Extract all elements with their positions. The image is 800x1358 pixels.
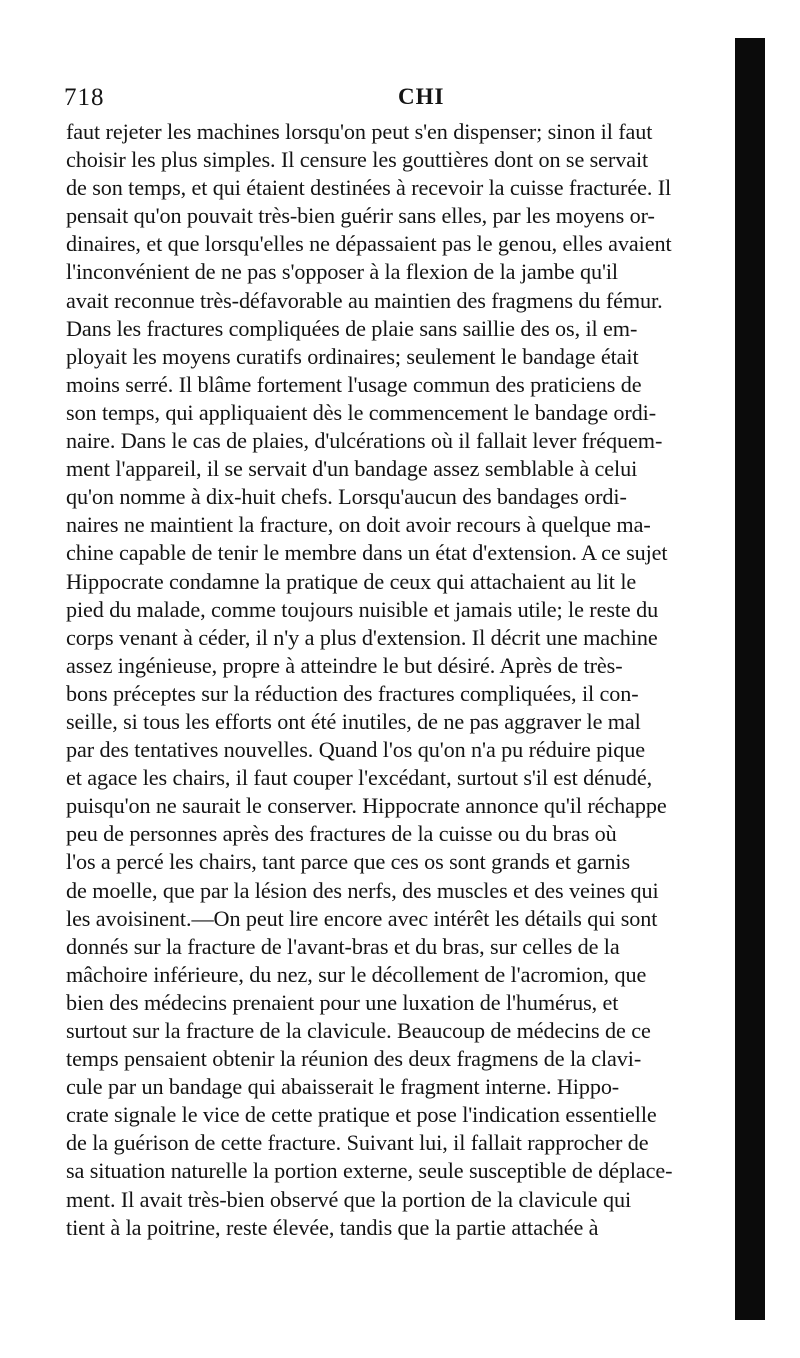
text-line: son temps, qui appliquaient dès le commencement le bandage ordi-	[66, 399, 657, 425]
text-line: l'inconvénient de ne pas s'opposer à la flexion de la jambe qu'il	[66, 259, 619, 285]
text-line: pensait qu'on pouvait très-bien guérir sans elles, par les moyens or-	[66, 203, 655, 229]
text-line: choisir les plus simples. Il censure les gouttières dont on se servait	[66, 147, 649, 173]
text-line: de la guérison de cette fracture. Suivant lui, il fallait rapprocher de	[66, 1130, 649, 1156]
text-line: moins serré. Il blâme fortement l'usage commun des praticiens de	[66, 371, 642, 397]
text-line: chine capable de tenir le membre dans un état d'extension. A ce sujet	[66, 540, 668, 566]
running-head: CHI	[398, 84, 445, 109]
text-line: crate signale le vice de cette pratique et pose l'indication essentielle	[66, 1102, 657, 1128]
text-line: donnés sur la fracture de l'avant-bras et du bras, sur celles de la	[66, 933, 620, 959]
text-line: seille, si tous les efforts ont été inutiles, de ne pas aggraver le mal	[66, 708, 641, 734]
text-line: faut rejeter les machines lorsqu'on peut s'en dispenser; sinon il faut	[66, 119, 653, 144]
text-line: de son temps, et qui étaient destinées à recevoir la cuisse fracturée. Il	[66, 175, 672, 201]
text-line: bien des médecins prenaient pour une luxation de l'humérus, et	[66, 989, 619, 1015]
text-line: surtout sur la fracture de la clavicule. Beaucoup de médecins de ce	[66, 1018, 651, 1043]
text-line: assez ingénieuse, propre à atteindre le but désiré. Après de très-	[66, 652, 623, 678]
text-line: ployait les moyens curatifs ordinaires; seulement le bandage était	[66, 343, 639, 369]
text-line: ment l'appareil, il se servait d'un bandage assez semblable à celui	[66, 456, 638, 482]
text-line: les avoisinent.—On peut lire encore avec intérêt les détails qui sont	[66, 905, 658, 931]
text-line: et agace les chairs, il faut couper l'excédant, surtout s'il est dénudé,	[66, 765, 653, 791]
page-header	[62, 84, 762, 116]
body-text	[66, 118, 756, 1242]
text-line: cule par un bandage qui abaisserait le fragment interne. Hippo-	[66, 1074, 620, 1100]
text-line: dinaires, et que lorsqu'elles ne dépassaient pas le genou, elles avaient	[66, 231, 672, 257]
text-line: pied du malade, comme toujours nuisible et jamais utile; le reste du	[66, 596, 659, 622]
text-line: qu'on nomme à dix-huit chefs. Lorsqu'aucun des bandages ordi-	[66, 484, 627, 510]
text-line: par des tentatives nouvelles. Quand l'os qu'on n'a pu réduire pique	[66, 737, 645, 763]
text-line: temps pensaient obtenir la réunion des deux fragmens de la clavi-	[66, 1046, 642, 1072]
text-line: Hippocrate condamne la pratique de ceux qui attachaient au lit le	[66, 568, 637, 594]
page-number: 718	[64, 84, 105, 111]
text-line: peu de personnes après des fractures de la cuisse ou du bras où	[66, 821, 617, 847]
text-line: ment. Il avait très-bien observé que la portion de la clavicule qui	[66, 1186, 632, 1212]
text-line: mâchoire inférieure, du nez, sur le décollement de l'acromion, que	[66, 961, 647, 987]
text-line: puisqu'on ne saurait le conserver. Hippocrate annonce qu'il réchappe	[66, 793, 667, 819]
text-line: tient à la poitrine, reste élevée, tandis que la partie attachée à	[66, 1214, 599, 1240]
text-line: naires ne maintient la fracture, on doit avoir recours à quelque ma-	[66, 512, 651, 538]
text-line: naire. Dans le cas de plaies, d'ulcérations où il fallait lever fréquem-	[66, 428, 663, 454]
text-line: l'os a percé les chairs, tant parce que ces os sont grands et garnis	[66, 849, 631, 875]
text-line: avait reconnue très-défavorable au maintien des fragmens du fémur.	[66, 287, 663, 313]
text-line: bons préceptes sur la réduction des fractures compliquées, il con-	[66, 680, 639, 706]
text-line: corps venant à céder, il n'y a plus d'extension. Il décrit une machine	[66, 624, 658, 650]
text-line: Dans les fractures compliquées de plaie sans saillie des os, il em-	[66, 315, 638, 341]
text-line: de moelle, que par la lésion des nerfs, des muscles et des veines qui	[66, 877, 659, 903]
text-line: sa situation naturelle la portion externe, seule susceptible de déplace-	[66, 1158, 673, 1184]
